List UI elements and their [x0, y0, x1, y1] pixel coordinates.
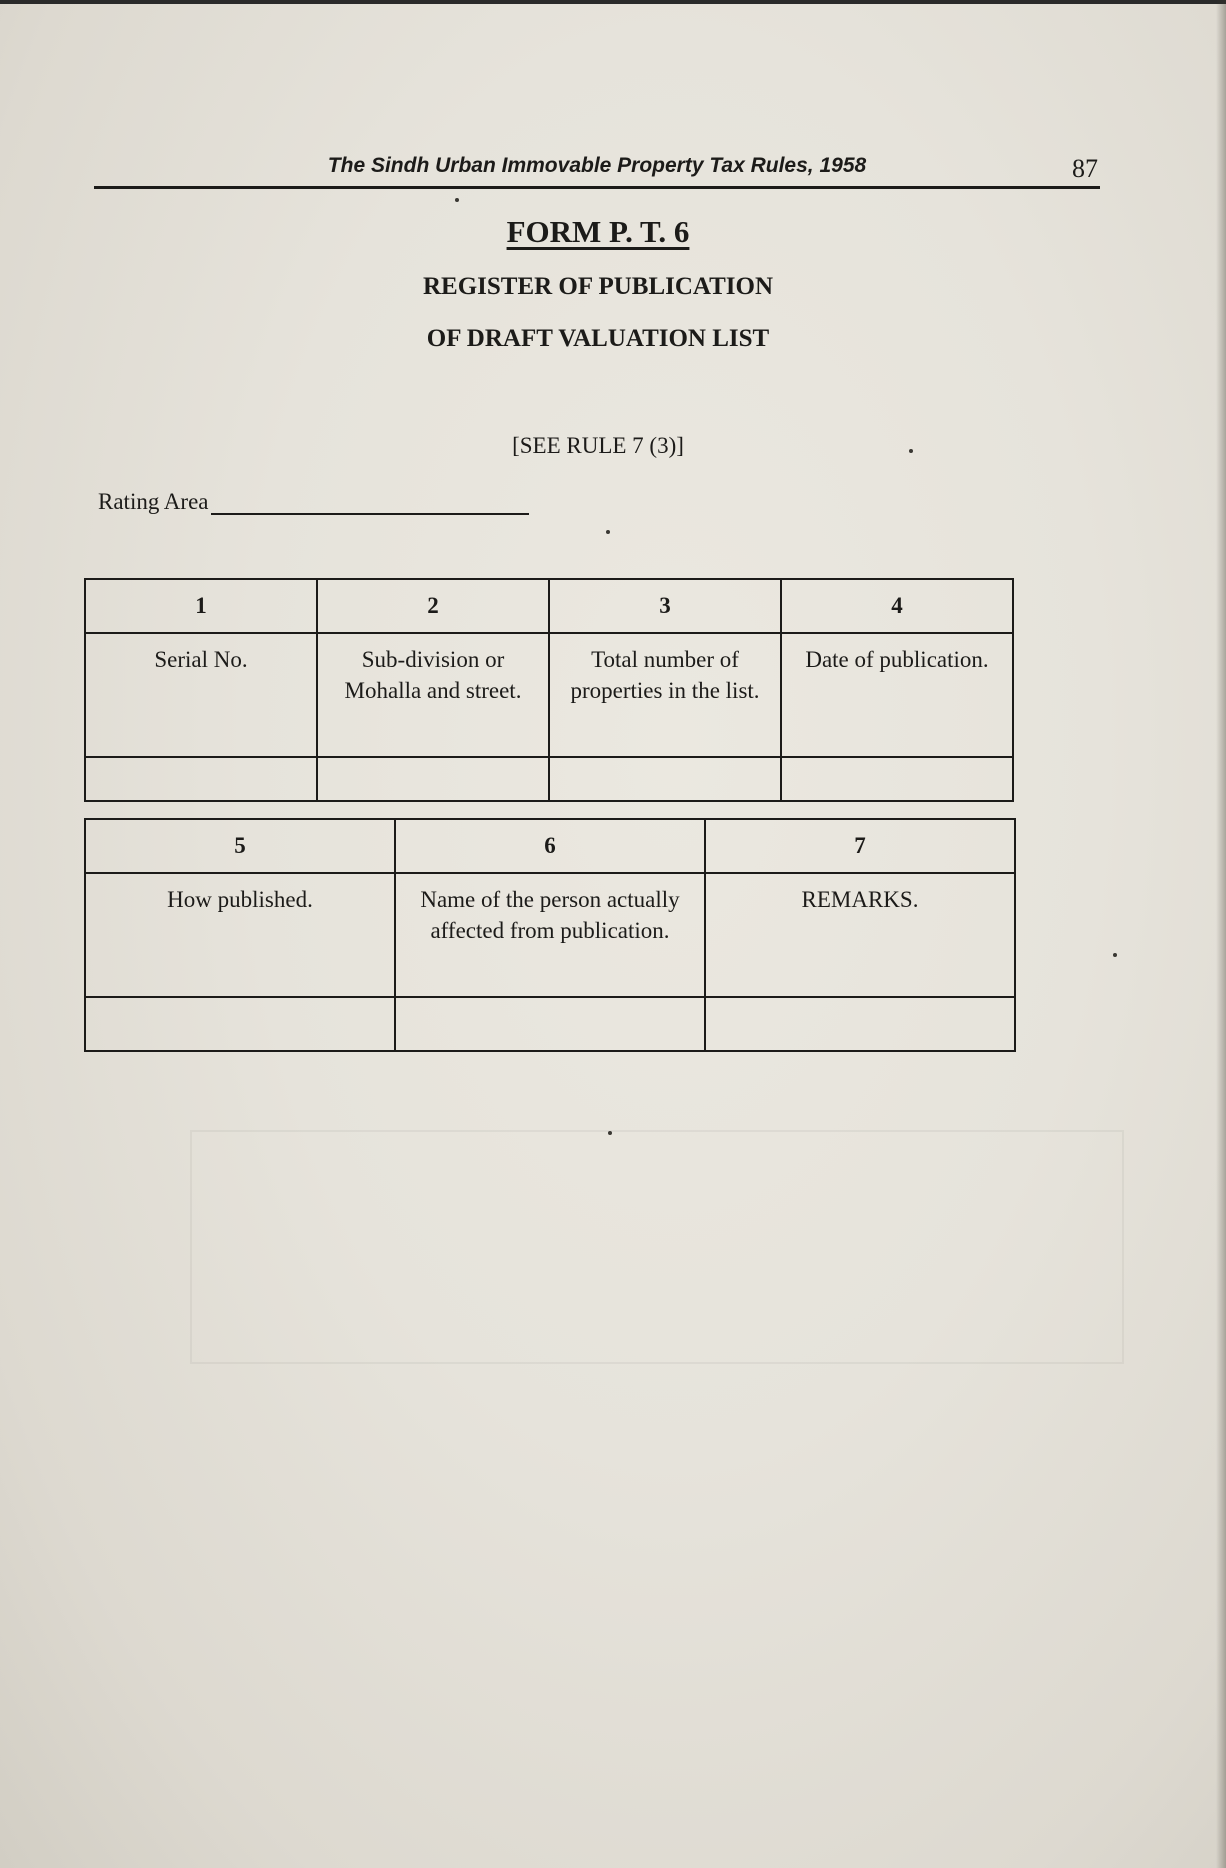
register-table-columns-1-4	[84, 578, 1014, 802]
blank-cell	[705, 997, 1015, 1051]
paper-speck	[909, 449, 913, 453]
blank-cell	[395, 997, 705, 1051]
blank-cell	[85, 757, 317, 801]
column-number: 2	[317, 579, 549, 633]
column-number-row	[85, 819, 1015, 873]
paper-speck	[608, 1131, 612, 1135]
register-table-columns-5-7	[84, 818, 1016, 1052]
show-through-shadow	[190, 1130, 1124, 1364]
column-number: 1	[85, 579, 317, 633]
column-label-row	[85, 873, 1015, 997]
column-number-row	[85, 579, 1013, 633]
blank-entry-row	[85, 757, 1013, 801]
form-heading-line-2: OF DRAFT VALUATION LIST	[426, 325, 770, 352]
column-number: 3	[549, 579, 781, 633]
column-number: 5	[85, 819, 395, 873]
paper-speck	[606, 530, 610, 534]
column-number: 6	[395, 819, 705, 873]
rule-reference: [SEE RULE 7 (3)]	[512, 433, 684, 458]
column-label-how-published: How published.	[85, 873, 395, 997]
blank-cell	[781, 757, 1013, 801]
blank-cell	[85, 997, 395, 1051]
blank-cell	[317, 757, 549, 801]
rating-area-field	[98, 489, 529, 515]
column-label-person-affected: Name of the person actually affected from publication.	[395, 873, 705, 997]
column-label-total-properties: Total number of properties in the list.	[549, 633, 781, 757]
page-right-edge	[1216, 0, 1226, 1868]
column-number: 7	[705, 819, 1015, 873]
column-label-row	[85, 633, 1013, 757]
paper-speck	[1113, 953, 1117, 957]
blank-entry-row	[85, 997, 1015, 1051]
column-label-sub-division: Sub-division or Mohalla and street.	[317, 633, 549, 757]
running-header	[94, 150, 1100, 189]
form-title: FORM P. T. 6	[506, 214, 690, 249]
running-title: The Sindh Urban Immovable Property Tax Rules, 1958	[327, 154, 867, 177]
paper-speck	[455, 198, 459, 202]
page-number: 87	[1072, 154, 1098, 183]
rating-area-label: Rating Area	[98, 489, 209, 514]
form-heading-line-1: REGISTER OF PUBLICATION	[422, 273, 774, 300]
column-label-date-of-publication: Date of publication.	[781, 633, 1013, 757]
column-number: 4	[781, 579, 1013, 633]
page-top-edge	[0, 0, 1226, 4]
column-label-remarks: REMARKS.	[705, 873, 1015, 997]
column-label-serial-no: Serial No.	[85, 633, 317, 757]
blank-cell	[549, 757, 781, 801]
rating-area-blank-line	[211, 491, 529, 515]
